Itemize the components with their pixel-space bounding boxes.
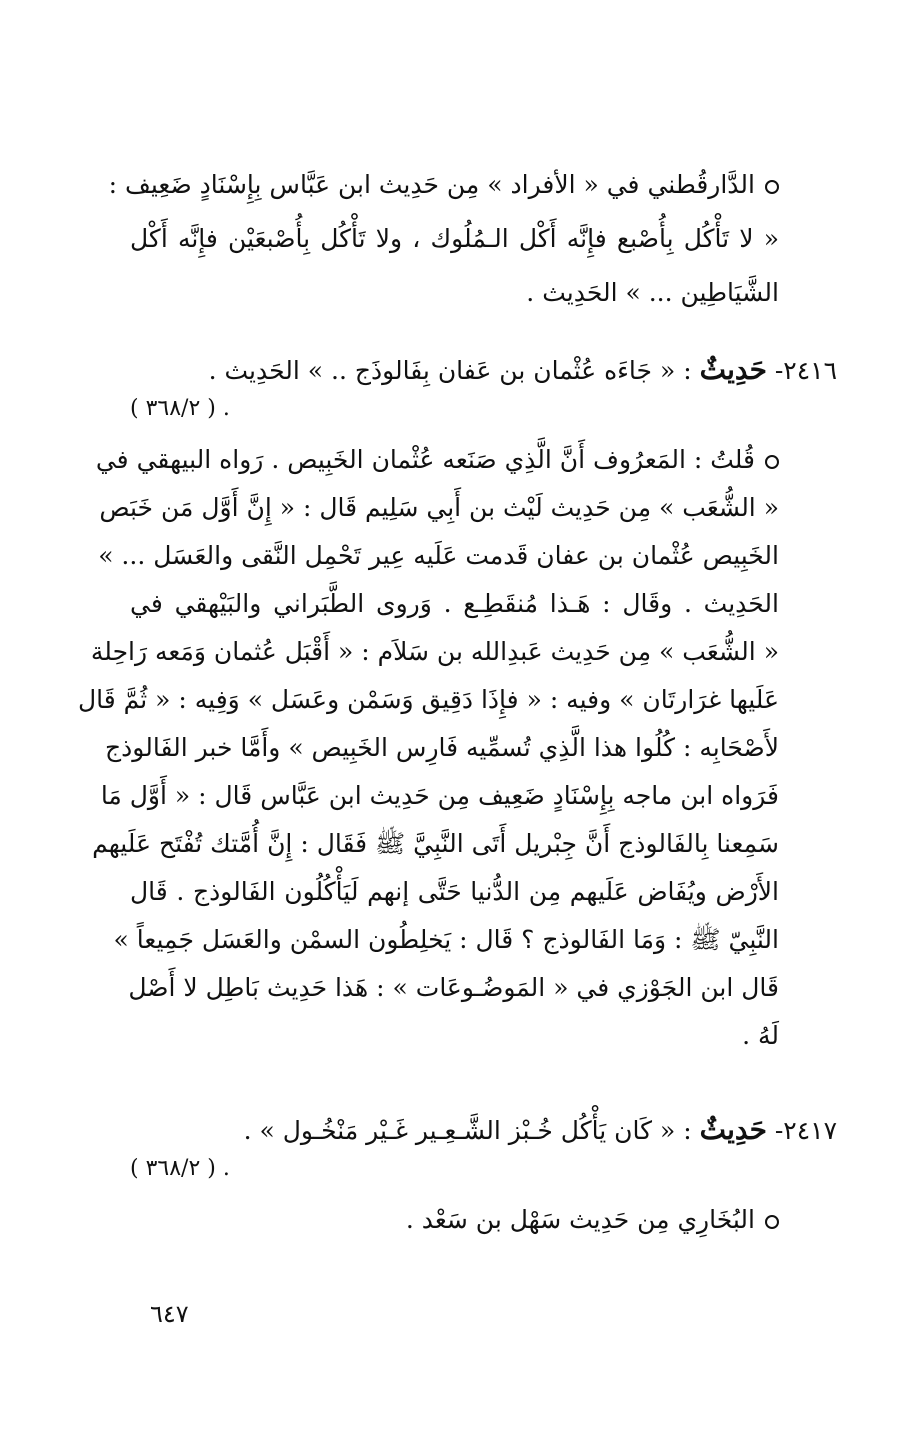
commentary-line: عَلَيها غرَارتَان » وفيه : « فإِذَا دَقِيق وَسَمْن وعَسَل » وَفِيه : « ثُمَّ قَال (77, 685, 779, 714)
bullet-circle-icon (765, 180, 779, 194)
hadith-number: ٢٤١٧- (774, 1116, 837, 1145)
commentary-line: قُلتُ : المَعرُوف أَنَّ الَّذِي صَنَعه عُثْمان الخَبِيص . رَواه البيهقي في (130, 445, 779, 475)
commentary-line: « الشُّعَب » مِن حَدِيث لَيْث بن أَبِي سَلِيم قَال : « إِنَّ أَوَّل مَن خَبَص (99, 493, 779, 522)
page-number: ٦٤٧ (150, 1300, 189, 1328)
commentary-line: سَمِعنا بِالفَالوذج أَنَّ جِبْريل أَتَى النَّبِيَّ ﷺ فَقَال : إِنَّ أُمَّتك تُفْتَح عَلَيهم (92, 829, 779, 858)
commentary-line: فَرَواه ابن ماجه بِإِسْنَادٍ ضَعِيف مِن حَدِيث ابن عَبَّاس قَال : « أَوَّل مَا (100, 781, 779, 810)
hadith-2416-heading (130, 350, 837, 430)
hadith-text: : « كَان يَأْكُل خُـبْز الشَّـعِـير غَـيْر مَنْخُـول » . (243, 1116, 692, 1145)
hadith-2416-commentary (77, 445, 779, 1095)
bullet-circle-icon (765, 455, 779, 469)
bullet-circle-icon (765, 1215, 779, 1229)
hadith-2417-heading (130, 1110, 837, 1190)
hadith-keyword: حَدِيثٌ (699, 1113, 767, 1146)
commentary-line: النَّبِيّ ﷺ : وَمَا الفَالوذج ؟ قَال : يَخلِطُون السمْن والعَسَل جَمِيعاً » (113, 925, 779, 954)
commentary-line: البُخَارِي مِن حَدِيث سَهْل بن سَعْد . (406, 1205, 779, 1235)
commentary-line: الحَدِيث . وقَال : هَـذا مُنقَطِـع . وَروى الطَّبَراني والبَيْهقي في (130, 589, 779, 618)
hadith-number: ٢٤١٦- (774, 356, 837, 385)
hadith-reference: . ( ٣٦٨/٢ ) (130, 396, 230, 421)
commentary-line: لَهُ . (742, 1021, 779, 1050)
hadith-keyword: حَدِيثٌ (699, 353, 767, 386)
hadith-text: : « جَاءَه عُثْمان بن عَفان بِفَالوذَج .. » الحَدِيث . (208, 356, 692, 385)
commentary-line: لأَصْحَابِه : كُلُوا هذا الَّذِي تُسمِّيه فَارِس الخَبِيص » وأَمَّا خبر الفَالوذج (105, 733, 779, 762)
intro-line-3: الشَّيَاطِين ... » الحَدِيث . (526, 278, 779, 307)
intro-block (108, 168, 779, 318)
hadith-reference: . ( ٣٦٨/٢ ) (130, 1156, 230, 1181)
hadith-heading-line (209, 350, 837, 391)
commentary-line: الخَبِيص عُثْمان بن عفان قَدمت عَلَيه عِير تَحْمِل النَّقى والعَسَل ... » (98, 541, 779, 570)
commentary-line: الأَرْض ويُفَاض عَلَيهم مِن الدُّنيا حَتَّى إنهم لَيَأْكُلُون الفَالوذج . قَال (130, 877, 779, 906)
hadith-2417-commentary (130, 1205, 779, 1245)
commentary-line: قَال ابن الجَوْزي في « المَوضُـوعَات » : هَذا حَدِيث بَاطِل لا أَصْل (128, 973, 779, 1002)
intro-line-2: « لا تَأْكُل بِأُصْبع فإِنَّه أَكْل الـمُلُوك ، ولا تَأْكُل بِأُصْبعَيْن فإِنَّه أَكْل (130, 224, 779, 253)
commentary-line: « الشُّعَب » مِن حَدِيث عَبدِالله بن سَلاَم : « أَقْبَل عُثمان وَمَعه رَاحِلة (90, 637, 779, 666)
intro-line-1: الدَّارقُطني في « الأفراد » مِن حَدِيث ابن عَبَّاس بِإِسْنَادٍ ضَعِيف : (109, 170, 779, 200)
hadith-heading-line (244, 1110, 837, 1151)
